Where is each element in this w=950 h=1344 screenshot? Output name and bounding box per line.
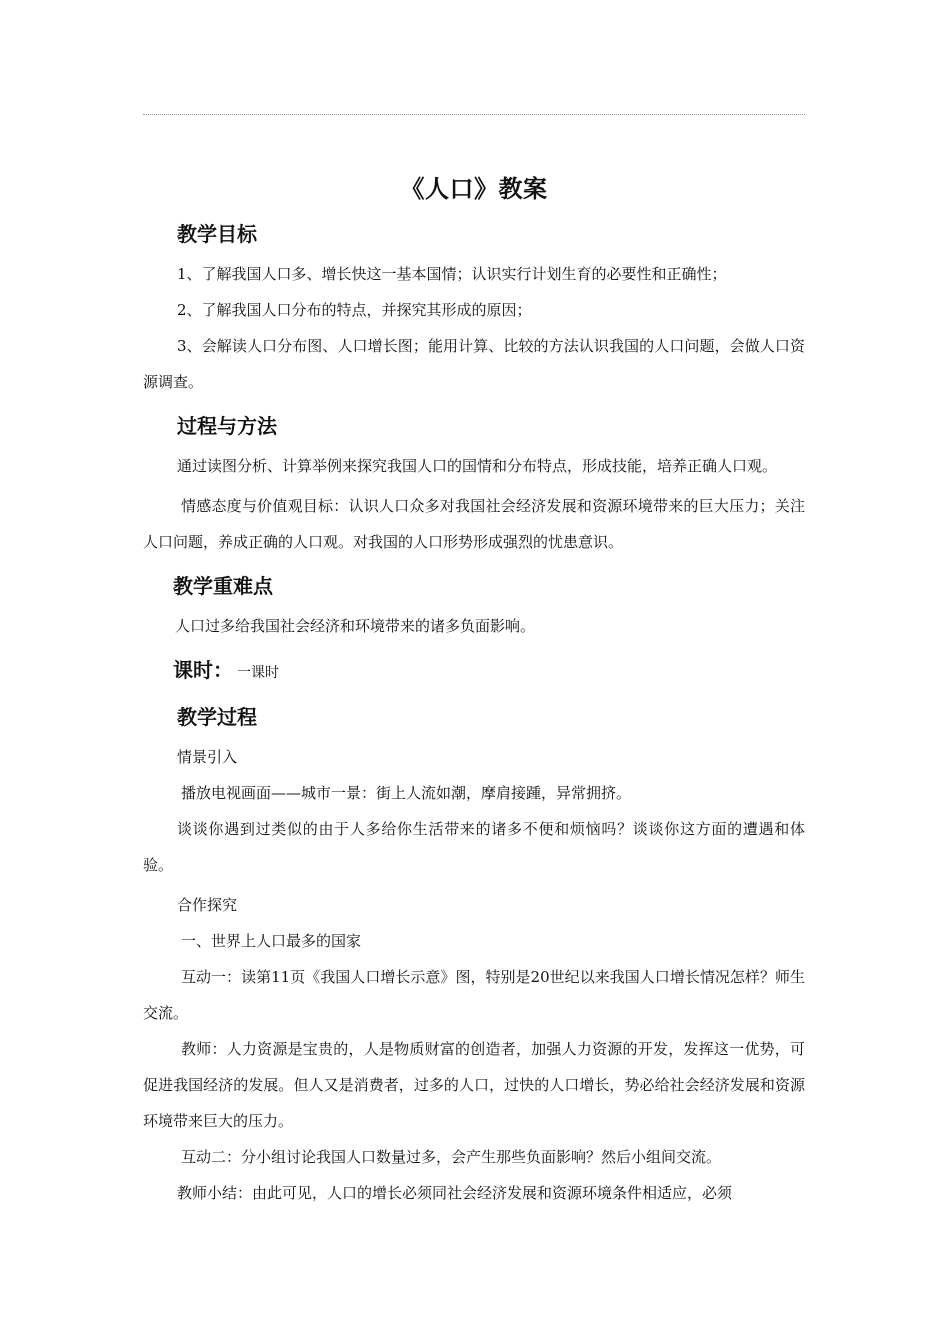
cooperation-label: 合作探究 <box>177 896 238 914</box>
teacher-summary-paragraph: 教师小结：由此可见，人口的增长必须同社会经济发展和资源环境条件相适应，必须 <box>177 1184 733 1202</box>
document-body <box>143 168 805 1211</box>
document-title: 《人口》教案 <box>400 175 548 203</box>
emotion-paragraph: 情感态度与价值观目标：认识人口众多对我国社会经济发展和资源环境带来的巨大压力；关注人口问题，养成正确的人口观。对我国的人口形势形成强烈的忧患意识。 <box>143 497 805 551</box>
lesson-label: 课时： <box>173 658 233 682</box>
lesson-duration-row <box>143 652 805 691</box>
part-one-heading: 一、世界上人口最多的国家 <box>181 932 362 950</box>
key-points-paragraph: 人口过多给我国社会经济和环境带来的诸多负面影响。 <box>175 617 536 635</box>
interaction-one-paragraph: 互动一：读第11页《我国人口增长示意》图，特别是20世纪以来我国人口增长情况怎样？师生交流。 <box>143 968 805 1022</box>
heading-objectives: 教学目标 <box>177 222 257 246</box>
objective-item: 3、会解读人口分布图、人口增长图；能用计算、比较的方法认识我国的人口问题，会做人口资源调查。 <box>143 337 805 391</box>
scenario-intro-label: 情景引入 <box>177 748 238 766</box>
process-method-paragraph: 通过读图分析、计算举例来探究我国人口的国情和分布特点，形成技能，培养正确人口观。 <box>177 457 778 475</box>
discussion-paragraph: 谈谈你遇到过类似的由于人多给你生活带来的诸多不便和烦恼吗？谈谈你这方面的遭遇和体验。 <box>143 820 805 874</box>
lesson-value: 一课时 <box>237 665 279 681</box>
objective-item: 1、了解我国人口多、增长快这一基本国情；认识实行计划生育的必要性和正确性； <box>177 265 727 283</box>
interaction-two-paragraph: 互动二：分小组讨论我国人口数量过多，会产生那些负面影响？然后小组间交流。 <box>181 1148 722 1166</box>
header-dotted-rule <box>143 114 805 115</box>
teacher-paragraph: 教师：人力资源是宝贵的，人是物质财富的创造者，加强人力资源的开发，发挥这一优势，可促进我国经济的发展。但人又是消费者，过多的人口，过快的人口增长，势必给社会经济发展和资源环境带来巨大的压力。 <box>143 1040 805 1130</box>
heading-key-points: 教学重难点 <box>173 574 273 598</box>
heading-process-method: 过程与方法 <box>177 414 277 438</box>
scenario-paragraph: 播放电视画面——城市一景：街上人流如潮，摩肩接踵，异常拥挤。 <box>181 784 632 802</box>
heading-teaching-process: 教学过程 <box>177 705 257 729</box>
objective-item: 2、了解我国人口分布的特点，并探究其形成的原因； <box>177 301 532 319</box>
